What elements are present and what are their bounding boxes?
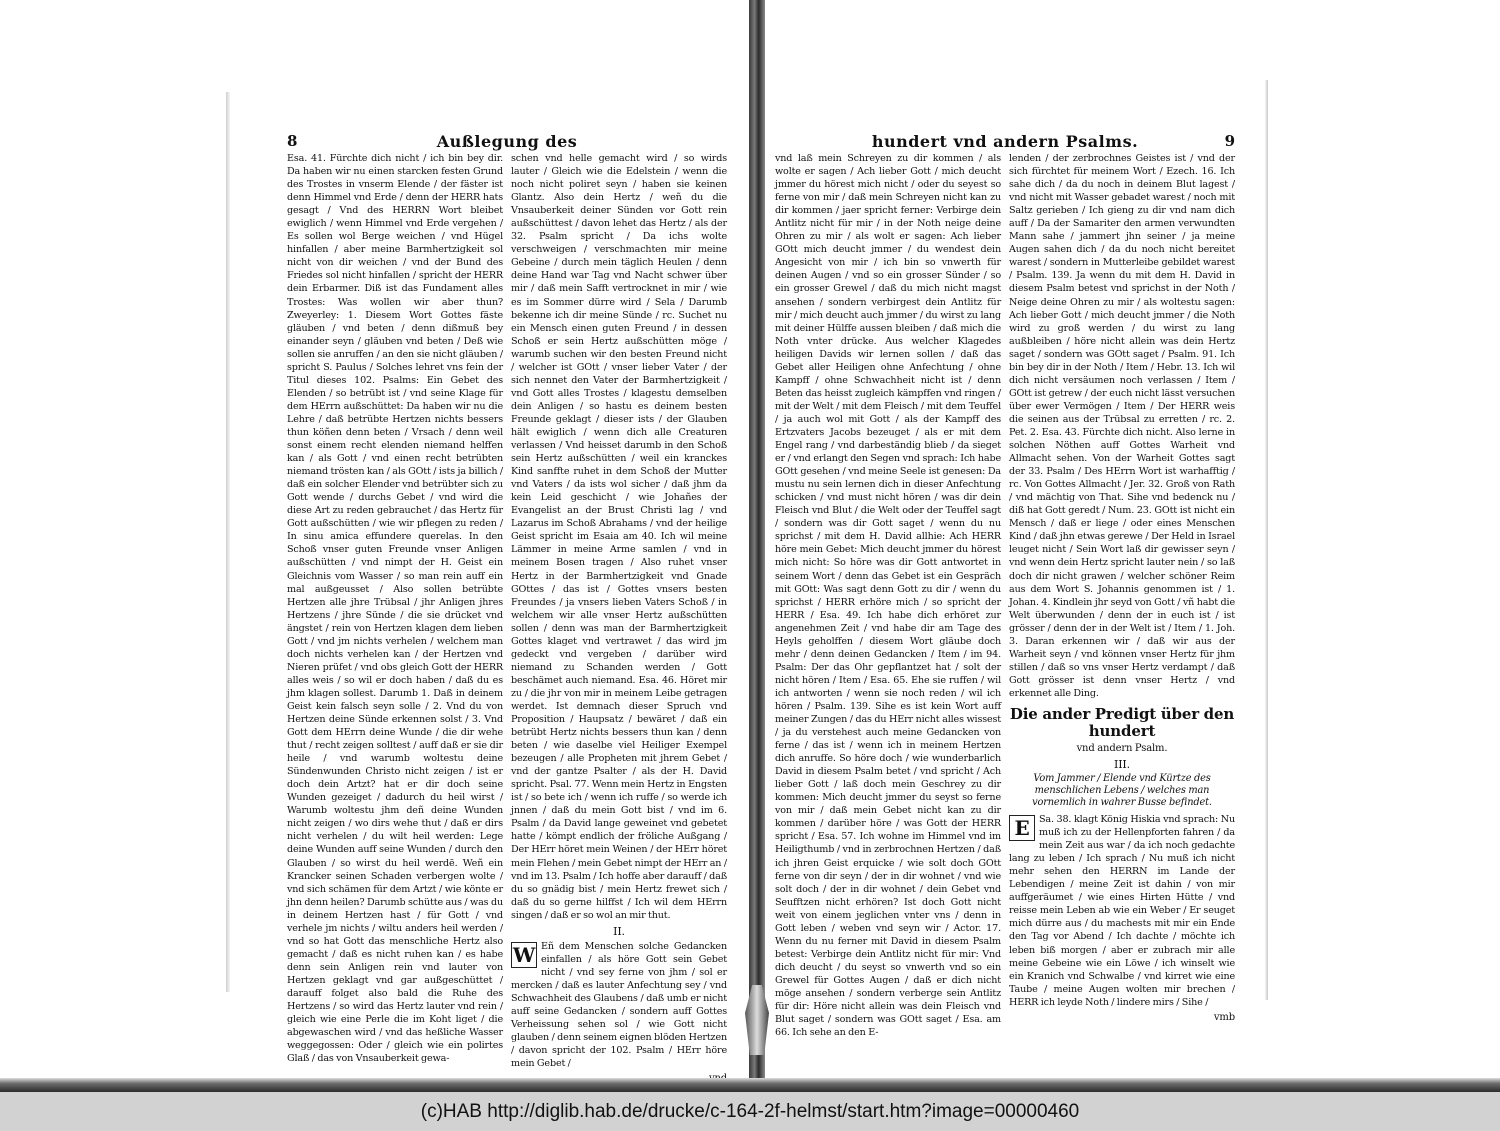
left-column-1-text: Esa. 41. Fürchte dich nicht / ich bin bey dir. Da haben wir nu einen starcken festen Grund des Trostes in vnserm Elende / der fäster ist denn Himmel vnd Erde / denn der HERR hats gesagt / Vnd des HERRN Wort bleibet ewiglich / wenn Himmel vnd Erde vergehen / Es sollen wol Berge weichen / vnd Hügel hinfallen / aber meine Barmhertzigkeit sol nicht von dir weichen / vnd der Bund des Friedes sol nicht hinfallen / spricht der HERR dein Erbarmer. Diß ist das Fundament alles Trostes: Was wollen wir aber thun? Zweyerley: 1. Diesem Wort Gottes fäste gläuben / vnd beten / denn dißmuß bey einander seyn / gläuben vnd beten / Deß wie sollen sie anruffen / an den sie nicht gläuben / spricht S. Paulus / Solches lehret vns fein der Titul dieses 102. Psalms: Ein Gebet des Elenden / so betrübt ist / vnd seine Klage für dem HErrn außschüttet: Da haben wir nu die Lehre / daß betrübte Hertzen nichts bessers thun köñen denn beten / Vrsach / denn weil sonst einem recht elenden niemand helffen kan / als Gott / vnd einen recht betrübten niemand trösten kan / als GOtt / ists ja billich / daß ein solcher Elender vnd betrübter sich zu Gott wende / durchs Gebet / vnd wird die diese Art zu reden gebrauchet / das Hertz für Gott außschütten / wie wir pflegen zu reden / In sinu amica effundere querelas. In den Schoß vnser guten Freunde vnser Anligen außschütten / vnd nimpt der H. Geist ein Gleichnis vom Wasser / so man rein auff ein mal außgeusset / Also sollen betrübte Hertzen alle jhre Trübsal / jhr Anligen jhres Hertzens / jhre Sünde / die sie drücket vnd ängstet / rein von Hertzen klagen dem lieben Gott / vnd jm nichts verhelen / welchem man doch nichts verhelen kan / der Hertzen vnd Nieren prüfet / vnd obs gleich Gott der HERR alles weis / so wil er doch haben / daß du es jhm klagen sollest. Darumb 1. Daß in deinem Geist kein falsch seyn solle / 2. Vnd du von Hertzen deine Sünde erkennen solst / 3. Vnd Gott dem HErrn deine Wunde / die dir wehe thut / recht zeigen solltest / auff daß er sie dir heile / vnd warumb woltestu deine Sündenwunden Christo nicht zeigen / ist er doch dein Artzt? hat er dir doch seine Wunden gezeiget / dadurch du heil wirst / Warumb woltestu jhm deñ deine Wunden nicht zeigen / wo dirs wehe thut / daß er dirs nicht verhelen / du wilt heil werden: Lege deine Wunden auff seine Wunden / durch den Glauben / so wirst du heil werdē. Weñ ein Krancker seinen Schaden verbergen wolte / vnd sich schämen für dem Artzt / wie könte er jhn denn heilen? Darumb schütte aus / was du in deinem Hertzen hast / für Gott / vnd verhele jm nichts / wiltu anders heil werden / vnd so hat Gott das menschliche Hertz also gemacht / daß es nicht ruhen kan / es habe denn sein Anligen rein vnd lauter von Hertzen geklagt vnd gar außgeschüttet / darauff folget also bald die Ruhe des Hertzens / so wird das Hertz lauter vnd rein / gleich wie eine Perle die im Koht liget / die abgewaschen wird / vnd das heßliche Wasser weggegossen: Oder / gleich wie ein polirtes Glaß / das von Vnsauberkeit gewa- [287,153,503,1065]
right-column-2-text: lenden / der zerbrochnes Geistes ist / vnd der sich fürchtet für meinem Wort / Ezech. 16. Ich sahe dich / da du noch in deinem Blut lagest / vnd nicht mit Wasser gebadet warest / noch mit Saltz gerieben / Ich gieng zu dir vnd nam dich auff / Da der Samariter den armen verwundten Mann sahe / jammert jhn seiner / ja meine Augen sahen dich / da du noch nicht bereitet warest / sondern in Mutterleibe gebildet warest / Psalm. 139. Ja wenn du mit dem H. David in diesem Psalm betest vnd sprichst in der Noth / Neige deine Ohren zu mir / als woltestu sagen: Ach lieber Gott / mich deucht jmmer / die Noth wird zu groß werden / du wirst zu lang außbleiben / höre nicht allein was dein Hertz saget / sondern was GOtt saget / Psalm. 91. Ich bin bey dir in der Noth / Item / Hebr. 13. Ich wil dich nicht versäumen noch verlassen / Item / GOtt ist getrew / der euch nicht lässt versuchen über ewer Vermögen / Item / Der HERR weis die seinen aus der Trübsal zu erretten / rc. 2. Pet. 2. Esa. 43. Fürchte dich nicht. Also lerne in solchen Nöthen auff Gottes Warheit vnd Allmacht sehen. Von der Warheit Gottes sagt der 33. Psalm / Des HErrn Wort ist warhafftig / rc. Von Gottes Allmacht / Jer. 32. Groß von Rath / vnd mächtig von That. Sihe vnd bedenck nu / diß hat Gott geredt / Num. 23. GOtt ist nicht ein Mensch / daß er liege / oder eines Menschen Kind / daß jhn etwas gerewe / Der Held in Israel leuget nicht / Sein Wort laß dir gewisser seyn / vnd wenn dein Hertz spricht lauter nein / so laß doch dir nicht grawen / welcher schöner Reim aus dem Wort S. Johannis genommen ist / 1. Johan. 4. Kindlein jhr seyd von Gott / vñ habt die Welt überwunden / denn der in euch ist / ist grösser / denn der in der Welt ist / Item / 1. Joh. 3. Daran erkennen wir / daß wir aus der Warheit seyn / vnd können vnser Hertz für jhm stillen / daß so vns vnser Hertz verdampt / daß Gott grösser ist denn vnser Hertz / vnd erkennet alle Ding. [1009,153,1235,699]
left-column-1 [287,152,503,1065]
binding-gutter [749,0,765,1085]
right-running-title: hundert vnd andern Psalms. [871,132,1139,151]
scanner-edge-bar [0,1078,1500,1092]
right-dropcap: E [1009,815,1035,841]
left-page [287,132,727,1070]
left-running-head [287,132,727,152]
right-column-2 [1009,152,1235,1023]
left-dropcap: W [512,942,536,967]
right-catchword: vmb [1213,1011,1235,1023]
left-column-2-text: schen vnd helle gemacht wird / so wirds lauter / Gleich wie die Edelstein / wenn die noch nicht poliret seyn / haben sie keinen Glantz. Also dein Hertz / weñ du die Vnsauberkeit deiner Sünden vor Gott rein außschüttest / davon lehet das Hertz / als der 32. Psalm spricht / Da ichs wolte verschweigen / verschmachten mir meine Gebeine / durch mein täglich Heulen / denn deine Hand war Tag vnd Nacht schwer über mir / daß mein Safft vertrocknet in mir / wie es im Sommer dürre wird / Sela / Darumb bekenne ich dir meine Sünde / rc. Suchet nu ein Mensch einen guten Freund / in dessen Schoß er sein Hertz außschütten möge / warumb suchen wir den besten Freund nicht / welcher ist GOtt / vnser lieber Vater / der sich nennet den Vater der Barmhertzigkeit / vnd Gott alles Trostes / klagestu demselben dein Anligen / so hastu es deinem besten Freunde geklagt / dieser ists / der Glauben hält ewiglich / wenn dich alle Creaturen verlassen / Vnd heisset darumb in den Schoß sein Hertz außschütten / weil ein kranckes Kind sanffte ruhet in dem Schoß der Mutter vnd Vaters / da ists wol sicher / daß jhm da kein Leid geschicht / wie Johañes der Evangelist an der Brust Christi lag / vnd Lazarus im Schoß Abrahams / vnd der heilige Geist spricht im Esaia am 40. Ich wil meine Lämmer in meine Arme samlen / vnd in meinem Bosen tragen / Also ruhet vnser Hertz in der Barmhertzigkeit vnd Gnade GOttes / das ist / Gottes vnsers besten Freundes / ja vnsers lieben Vaters Schoß / in welchem wir alle vnser Hertz außschütten sollen / denn was man der Barmhertzigkeit Gottes klaget vnd vertrawet / das wird jm gedeckt vnd vergeben / darüber wird niemand zu Schanden werden / Gott beschämet auch niemand. Esa. 46. Höret mir zu / die jhr von mir in meinem Leibe getragen werdet. Ist demnach dieser Spruch vnd Proposition / Haupsatz / bewäret / daß ein betrübt Hertz nichts bessers thun kan / denn beten / wie daselbe viel Heiliger Exempel bezeugen / alle Propheten mit jhrem Gebet / vnd der gantze Psalter / als der H. David spricht. Psal. 77. Wenn mein Hertz in Engsten ist / so bete ich / wenn ich ruffe / so werde ich jnnen / daß du mein Gott bist / vnd im 6. Psalm / da David lange geweinet vnd gebetet hatte / kömpt endlich der fröliche Außgang / Der HErr höret mein Weinen / der HErr höret mein Flehen / mein Gebet nimpt der HErr an / vnd im 13. Psalm / Ich hoffe aber darauff / daß du so gnädig bist / mein Hertz frewet sich / daß du so gerne hilffst / Ich wil dem HErrn singen / daß er so wol an mir thut. [511,153,727,921]
left-page-edge [226,92,230,992]
sermon-heading: Die ander Predigt über den hundert [1009,704,1235,740]
left-section-number: II. [613,924,625,938]
right-column-1-text: vnd laß mein Schreyen zu dir kommen / als wolte er sagen / Ach lieber Gott / mich deucht jmmer du hörest mich nicht / oder du seyest so ferne von mir / daß mein Schreyen nicht kan zu dir kommen / jaer spricht ferner: Verbirge dein Antlitz nicht für mir / in der Noth neige deine Ohren zu mir / als wolt er sagen: Ach lieber GOtt mich deucht jmmer / du wendest dein Angesicht von mir / ich bin so vnwerth für deinen Augen / vnd so ein grosser Sünder / so ein grosser Grewel / daß du mich nicht magst ansehen / sondern verbirgest dein Antlitz für mir / mich deucht auch jmmer / du wirst zu lang mit deiner Hülffe aussen bleiben / daß mich die Noth vnter drücke. Aus welcher Klagedes heiligen Davids wir lernen sollen / daß das Gebet aller Heiligen ohne Anfechtung / ohne Kampff / ohne Schwachheit nicht ist / denn Beten das heisst zugleich kämpffen vnd ringen / mit der Welt / mit dem Fleisch / mit dem Teuffel / ja auch wol mit Gott / als der Kampff des Ertzvaters Jacobs bezeuget / als er mit dem Engel rang / vnd darbeständig blieb / da sieget er / vnd erlangt den Segen vnd sprach: Ich habe GOtt gesehen / vnd meine Seele ist genesen: Da mustu nu sein lernen dich in dieser Anfechtung schicken / vnd must nicht hören / was dir dein Fleisch vnd Blut / die Welt oder der Teuffel sagt / sondern was dir Gott saget / wenn du nu sprichst / mit dem H. David allhie: Ach HERR höre mein Gebet: Mich deucht jmmer du hörest mich nicht: So höre was dir Gott antwortet in seinem Wort / denn das Gebet ist ein Gespräch mit GOtt: Was sagt denn Gott zu dir / wenn du sprichst / HERR erhöre mich / so spricht der HERR / Esa. 49. Ich habe dich erhöret zur angenehmen Zeit / vnd habe dir am Tage des Heyls geholffen / diesem Wort gläube doch mehr / denn deinen Gedancken / Item / im 94. Psalm: Der das Ohr gepflantzet hat / solt der nicht hören / Item / Esa. 65. Ehe sie ruffen / wil ich antworten / wenn sie noch reden / wil ich hören / Psalm. 139. Sihe es ist kein Wort auff meiner Zungen / das du HErr nicht alles wissest / ja du verstehest auch meine Gedancken von ferne / das ist / wenn ich in meinem Hertzen dich anruffe. So höre doch / wie wunderbarlich David in diesem Psalm betet / vnd spricht / Ach lieber Gott / laß doch mein Geschrey zu dir kommen: Mich deucht jmmer du seyst so ferne von mir / daß mein Gebet nicht kan zu dir kommen / darüber höre / was Gott der HERR spricht / Esa. 57. Ich wohne im Himmel vnd im Heiligthumb / vnd in zerbrochnen Hertzen / daß ich jhren Geist erquicke / wie solt doch GOtt ferne von dir seyn / der in dir wohnet / vnd wie solt doch / der in dir wohnet / dein Gebet vnd Seufftzen nicht erhören? Ist doch Gott nicht weit von einem jeglichen vnter vns / denn in Gott leben / weben vnd seyn wir / Actor. 17. Wenn du nu ferner mit David in diesem Psalm betest: Verbirge dein Antlitz nicht für mir: Vnd dich deucht / du seyst so vnwerth vnd so ein Grewel für Gottes Augen / daß er dich nicht möge ansehen / sondern verberge sein Antlitz für dir: Höre nicht allein was dein Fleisch vnd Blut saget / sondern was GOtt saget / Esa. am 66. Ich sehe an den E- [775,153,1001,1039]
left-page-number: 8 [287,132,298,150]
right-column-2b-text: Sa. 38. klagt König Hiskia vnd sprach: Nu muß ich zu der Hellenpforten fahren / da mein Zeit aus war / da ich noch gedachte lang zu leben / Ich sprach / Nu muß ich nicht mehr sehen den HERRN im Lande der Lebendigen / meine Zeit ist dahin / von mir auffgeräumet / wie eines Hirten Hütte / vnd reisse mein Leben ab wie ein Weber / Er seuget mich dürre aus / du machests mit mir ein Ende den Tag vor Abend / Ich dachte / möchte ich leben biß morgen / aber er zubrach mir alle meine Gebeine wie ein Löwe / ich winselt wie ein Kranich vnd Schwalbe / vnd kirret wie eine Taube / meine Augen wolten mir brechen / HERR ich leyde Noth / lindere mirs / Sihe / [1009,814,1235,1008]
right-running-head [775,132,1235,152]
right-column-1 [775,152,1001,1039]
sermon-heading-sub: vnd andern Psalm. [1076,742,1168,754]
left-column-2 [511,152,727,1070]
left-column-2b-text: Eñ dem Menschen solche Gedancken einfallen / als höre Gott sein Gebet nicht / vnd sey ferne von jhm / sol er mercken / daß es lauter Anfechtung sey / vnd Schwachheit des Glaubens / daß umb er nicht auff seine Gedancken / sondern auff Gottes Verheissung sehen sol / wie Gott nicht glauben / denn seinem eignen blöden Hertzen / davon spricht der 102. Psalm / HErr höre mein Gebet / [511,940,727,1070]
copyright-footer: (c)HAB http://diglib.hab.de/drucke/c-164-2f-helmst/start.htm?image=00000460 [0,1092,1500,1131]
right-section-number: III. [1114,758,1130,772]
right-page-edge [1265,80,1268,1000]
right-section-title: Vom Jammer / Elende vnd Kürtze des menschlichen Lebens / welches man vornemlich in wahrer Busse befindet. [1032,773,1212,809]
left-running-title: Außlegung des [436,132,578,151]
right-page-number: 9 [1224,132,1235,150]
right-page [775,132,1235,1039]
